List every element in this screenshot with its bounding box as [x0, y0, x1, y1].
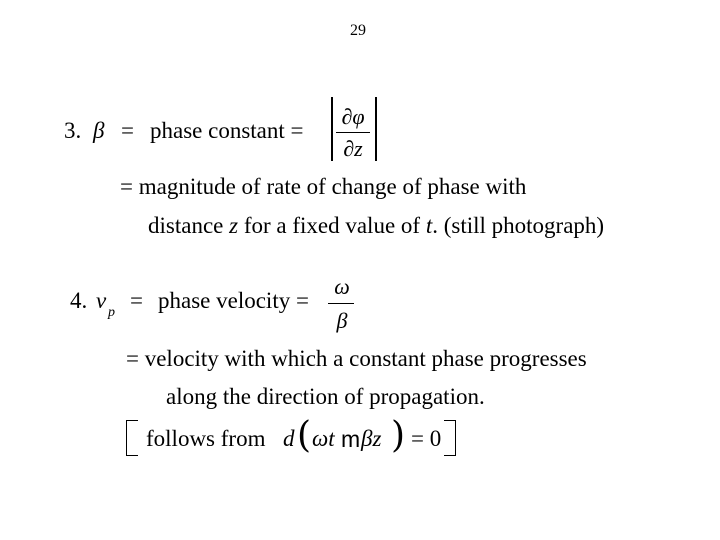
follows-from-text: follows from — [146, 426, 266, 451]
item4-label: phase velocity = — [158, 288, 309, 313]
item3-frac-numerator: ∂φ — [341, 104, 365, 129]
item4-frac-numerator: ω — [334, 274, 350, 299]
item4-number: 4. — [70, 288, 88, 313]
right-square-bracket — [444, 420, 456, 456]
abs-bar-left — [331, 97, 333, 161]
abs-bar-right — [375, 97, 377, 161]
differential-d: d — [283, 426, 295, 451]
item3-frac-line — [336, 132, 370, 133]
equals-zero: = 0 — [411, 426, 442, 451]
item3-definition-line1: = magnitude of rate of change of phase with — [120, 174, 527, 199]
line2-still-photo: . (still photograph) — [432, 213, 605, 238]
omega-t: ωt — [312, 426, 335, 451]
item3-frac-denominator: ∂z — [343, 136, 363, 161]
item4-frac-denominator: β — [336, 308, 348, 333]
left-paren: ( — [297, 415, 312, 456]
item4-definition-line1: = velocity with which a constant phase progresses — [126, 346, 587, 371]
line2-fixed-value: for a fixed value of — [243, 213, 421, 238]
item4-equals: = — [130, 288, 143, 313]
minus-plus-sign: m — [341, 426, 361, 452]
item3-beta-symbol: β — [93, 118, 105, 143]
line2-z: z — [229, 213, 239, 238]
item4-definition-line2: along the direction of propagation. — [166, 384, 485, 409]
item4-v-symbol: v — [96, 288, 107, 313]
item3-equals: = — [121, 118, 134, 143]
left-square-bracket — [126, 420, 138, 456]
item3-number: 3. — [64, 118, 82, 143]
item4-p-subscript: p — [108, 305, 115, 320]
beta-z: βz — [361, 426, 382, 451]
page-number: 29 — [350, 22, 366, 39]
item3-label: phase constant = — [150, 118, 304, 143]
line2-t: t — [425, 213, 433, 238]
right-paren: ) — [391, 415, 406, 456]
item3-definition-line2 — [148, 213, 604, 239]
item4-frac-line — [328, 303, 354, 304]
line2-distance: distance — [148, 213, 224, 238]
